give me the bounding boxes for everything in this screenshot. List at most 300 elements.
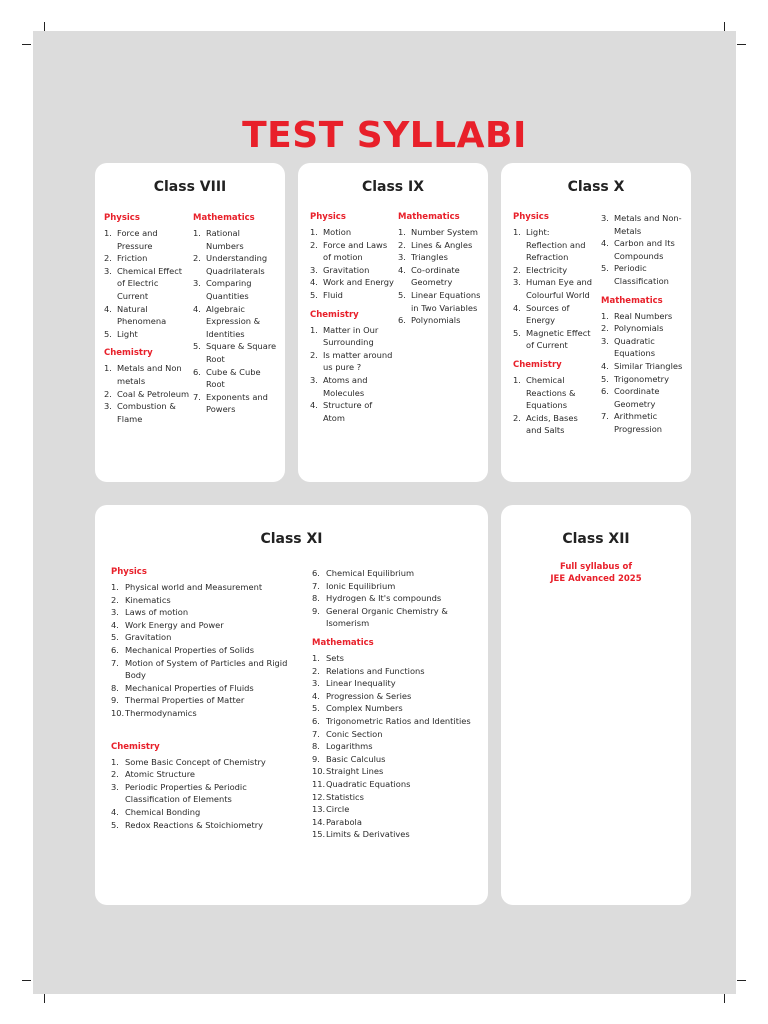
class-8-chemistry-heading: Chemistry bbox=[104, 348, 153, 359]
list-item-text: Coordinate Geometry bbox=[614, 386, 660, 409]
list-item-number: 5. bbox=[111, 632, 119, 643]
list-item-number: 6. bbox=[111, 644, 119, 655]
list-item-text: Force and Laws of motion bbox=[323, 239, 388, 263]
list-item-number: 2. bbox=[193, 253, 201, 264]
list-item bbox=[193, 340, 279, 365]
list-item bbox=[104, 265, 190, 303]
list-item-number: 3. bbox=[513, 277, 521, 288]
list-item bbox=[601, 360, 687, 373]
list-item-text: Algebraic Expression & Identities bbox=[206, 303, 261, 339]
list-item-number: 3. bbox=[601, 335, 609, 346]
list-item-text: Ionic Equilibrium bbox=[326, 580, 396, 591]
list-item bbox=[310, 399, 394, 424]
list-item bbox=[310, 289, 394, 302]
list-item bbox=[310, 276, 394, 289]
list-item bbox=[310, 264, 394, 277]
list-item-text: Metals and Non-Metals bbox=[614, 213, 682, 236]
list-item-text: Co-ordinate Geometry bbox=[411, 264, 460, 288]
list-item-text: Mechanical Properties of Solids bbox=[125, 644, 255, 655]
list-item bbox=[310, 226, 394, 239]
list-item bbox=[312, 605, 484, 630]
class-10-title: Class X bbox=[567, 179, 625, 195]
list-item bbox=[513, 412, 593, 437]
list-item-text: Chemical Reactions & Equations bbox=[526, 374, 576, 411]
list-item-number: 4. bbox=[104, 303, 112, 314]
list-item-text: Straight Lines bbox=[326, 766, 384, 777]
list-item bbox=[312, 828, 484, 841]
list-item-number: 1. bbox=[513, 227, 521, 237]
crop-mark bbox=[737, 980, 746, 981]
list-item-text: Work Energy and Power bbox=[125, 619, 224, 630]
list-item-text: Trigonometry bbox=[614, 373, 670, 384]
list-item bbox=[398, 314, 484, 327]
list-item-number: 3. bbox=[111, 607, 119, 618]
list-item-number: 10. bbox=[111, 707, 125, 718]
list-item-number: 1. bbox=[310, 227, 318, 237]
list-item bbox=[601, 262, 687, 287]
list-item-text: Square & Square Root bbox=[206, 341, 277, 364]
list-item-text: Magnetic Effect of Current bbox=[526, 327, 591, 351]
class-10-card bbox=[501, 163, 691, 482]
list-item-text: Logarithms bbox=[326, 741, 373, 752]
list-item-text: Parabola bbox=[326, 816, 362, 827]
list-item-text: Redox Reactions & Stoichiometry bbox=[125, 819, 264, 830]
list-item bbox=[312, 715, 484, 728]
list-item bbox=[601, 237, 687, 262]
class-11-left-column bbox=[111, 567, 291, 839]
list-item-text: Periodic Properties & Periodic Classification of Elements bbox=[125, 781, 247, 805]
list-item bbox=[398, 226, 484, 239]
class-8-mathematics-heading: Mathematics bbox=[193, 213, 255, 223]
list-item-text: Light bbox=[117, 328, 138, 339]
list-item bbox=[111, 657, 291, 682]
list-item-number: 2. bbox=[310, 349, 318, 360]
class-10-chemistry-heading: Chemistry bbox=[513, 359, 562, 370]
list-item-text: Chemical Bonding bbox=[125, 806, 201, 817]
class-12-note-line-1: Full syllabus of bbox=[559, 562, 633, 572]
list-item-number: 2. bbox=[104, 388, 112, 399]
list-item-number: 1. bbox=[193, 228, 201, 238]
class-9-right-column bbox=[398, 212, 484, 335]
list-item bbox=[111, 619, 291, 632]
list-item bbox=[310, 239, 394, 264]
list-item-number: 9. bbox=[111, 695, 119, 706]
crop-mark bbox=[724, 994, 725, 1003]
list-item-number: 5. bbox=[601, 263, 609, 274]
list-item-number: 2. bbox=[601, 323, 609, 334]
class-9-physics-list bbox=[310, 226, 394, 302]
list-item-number: 2. bbox=[310, 239, 318, 250]
class-11-title: Class XI bbox=[260, 531, 323, 547]
list-item-text: Circle bbox=[326, 804, 350, 815]
list-item-text: Real Numbers bbox=[614, 310, 673, 321]
class-8-left-column bbox=[104, 213, 190, 433]
list-item-number: 7. bbox=[312, 728, 320, 739]
list-item bbox=[513, 327, 593, 352]
list-item-text: Exponents and Powers bbox=[206, 391, 268, 415]
list-item bbox=[111, 594, 291, 607]
class-12-note-line-2: JEE Advanced 2025 bbox=[550, 574, 642, 584]
list-item-number: 3. bbox=[111, 781, 119, 792]
class-10-physics-heading: Physics bbox=[513, 212, 549, 222]
list-item-text: Sets bbox=[326, 652, 344, 663]
list-item-number: 5. bbox=[513, 327, 521, 338]
list-item bbox=[111, 631, 291, 644]
class-12-title: Class XII bbox=[562, 531, 630, 547]
class-10-mathematics-list bbox=[601, 310, 687, 436]
list-item-number: 4. bbox=[601, 238, 609, 249]
list-item bbox=[312, 592, 484, 605]
list-item-number: 11. bbox=[312, 778, 326, 789]
list-item-text: Combustion & Flame bbox=[117, 401, 176, 424]
list-item bbox=[111, 819, 291, 832]
list-item bbox=[111, 707, 291, 720]
list-item bbox=[193, 227, 279, 252]
list-item bbox=[104, 362, 190, 387]
list-item-number: 3. bbox=[310, 374, 318, 385]
list-item-number: 4. bbox=[398, 264, 406, 275]
class-9-card bbox=[298, 163, 488, 482]
list-item-number: 8. bbox=[312, 593, 320, 604]
list-item-text: Motion of System of Particles and Rigid Body bbox=[125, 657, 288, 681]
list-item bbox=[310, 324, 394, 349]
list-item-number: 6. bbox=[193, 366, 201, 377]
class-9-title: Class IX bbox=[361, 179, 425, 195]
list-item-number: 6. bbox=[398, 315, 406, 326]
class-10-left-column bbox=[513, 212, 593, 445]
list-item bbox=[104, 400, 190, 425]
class-11-physics-heading: Physics bbox=[111, 567, 147, 577]
list-item bbox=[601, 212, 687, 237]
list-item bbox=[104, 303, 190, 328]
class-8-physics-list bbox=[104, 227, 190, 340]
list-item-number: 1. bbox=[111, 756, 119, 767]
crop-mark bbox=[724, 22, 725, 31]
list-item-number: 1. bbox=[601, 310, 609, 321]
list-item-text: Gravitation bbox=[125, 632, 172, 643]
list-item bbox=[312, 702, 484, 715]
list-item bbox=[312, 791, 484, 804]
list-item-text: Laws of motion bbox=[125, 607, 189, 618]
list-item bbox=[111, 581, 291, 594]
list-item-text: Friction bbox=[117, 253, 148, 264]
list-item-number: 5. bbox=[312, 703, 320, 714]
list-item bbox=[193, 277, 279, 302]
crop-mark bbox=[22, 980, 31, 981]
list-item-text: Some Basic Concept of Chemistry bbox=[125, 756, 266, 767]
list-item-number: 5. bbox=[104, 328, 112, 339]
class-10-right-column bbox=[601, 212, 687, 444]
list-item-text: Matter in Our Surrounding bbox=[323, 324, 379, 348]
list-item-number: 5. bbox=[398, 289, 406, 300]
list-item bbox=[601, 322, 687, 335]
list-item-text: Chemical Effect of Electric Current bbox=[117, 265, 183, 301]
list-item-text: Fluid bbox=[323, 289, 343, 300]
list-item-number: 3. bbox=[312, 678, 320, 689]
crop-mark bbox=[44, 994, 45, 1003]
list-item-text: Sources of Energy bbox=[526, 302, 570, 326]
list-item bbox=[312, 778, 484, 791]
list-item-text: Natural Phenomena bbox=[117, 303, 167, 327]
list-item bbox=[312, 753, 484, 766]
list-item-text: Linear Inequality bbox=[326, 678, 396, 689]
list-item bbox=[601, 335, 687, 360]
list-item-number: 6. bbox=[312, 568, 320, 578]
list-item-number: 4. bbox=[310, 400, 318, 411]
list-item-text: Atoms and Molecules bbox=[323, 374, 368, 398]
list-item-text: Conic Section bbox=[326, 728, 383, 739]
class-11-chemistry-list bbox=[111, 756, 291, 832]
list-item bbox=[104, 252, 190, 265]
list-item-number: 1. bbox=[312, 652, 320, 663]
class-11-mathematics-list bbox=[312, 652, 484, 841]
list-item bbox=[111, 682, 291, 695]
list-item-number: 7. bbox=[601, 411, 609, 422]
list-item-text: Carbon and Its Compounds bbox=[614, 238, 675, 261]
list-item bbox=[111, 694, 291, 707]
class-11-chemistry-heading: Chemistry bbox=[111, 741, 160, 752]
list-item-text: Linear Equations in Two Variables bbox=[411, 289, 481, 313]
list-item bbox=[312, 652, 484, 665]
list-item-text: Is matter around us pure ? bbox=[323, 349, 393, 373]
syllabus-sheet bbox=[33, 31, 736, 994]
list-item-number: 4. bbox=[111, 619, 119, 630]
class-11-card bbox=[95, 505, 488, 905]
list-item bbox=[601, 310, 687, 323]
list-item-text: Atomic Structure bbox=[125, 769, 196, 780]
class-11-right-column bbox=[312, 567, 484, 849]
list-item-number: 6. bbox=[312, 715, 320, 726]
list-item-text: Complex Numbers bbox=[326, 703, 403, 714]
list-item-number: 2. bbox=[513, 412, 521, 423]
list-item-number: 14. bbox=[312, 816, 326, 827]
list-item-text: Quadratic Equations bbox=[326, 778, 411, 789]
class-10-chemistry-list bbox=[513, 374, 593, 437]
list-item bbox=[104, 388, 190, 401]
list-item bbox=[104, 227, 190, 252]
list-item-text: Polynomials bbox=[614, 323, 664, 334]
list-item-number: 1. bbox=[398, 227, 406, 237]
list-item bbox=[513, 374, 593, 412]
list-item bbox=[312, 567, 484, 580]
list-item-number: 2. bbox=[398, 239, 406, 250]
list-item-text: Light: Reflection and Refraction bbox=[526, 227, 586, 263]
crop-mark bbox=[44, 22, 45, 31]
list-item bbox=[513, 264, 593, 277]
list-item-text: Progression & Series bbox=[326, 690, 412, 701]
list-item-text: Arithmetic Progression bbox=[614, 411, 663, 434]
list-item-number: 4. bbox=[310, 277, 318, 288]
class-9-physics-heading: Physics bbox=[310, 212, 346, 222]
list-item-number: 2. bbox=[111, 769, 119, 780]
list-item-number: 7. bbox=[193, 391, 201, 402]
list-item-text: Work and Energy bbox=[323, 277, 394, 288]
class-10-mathematics-heading: Mathematics bbox=[601, 295, 663, 306]
list-item bbox=[111, 806, 291, 819]
list-item-text: Quadratic Equations bbox=[614, 335, 656, 359]
list-item-number: 2. bbox=[104, 253, 112, 264]
list-item bbox=[193, 391, 279, 416]
list-item-text: Thermal Properties of Matter bbox=[125, 695, 245, 706]
list-item-number: 12. bbox=[312, 791, 326, 802]
list-item-text: Periodic Classification bbox=[614, 263, 669, 286]
list-item-number: 9. bbox=[312, 605, 320, 616]
list-item bbox=[312, 765, 484, 778]
list-item-text: Chemical Equilibrium bbox=[326, 568, 415, 578]
class-8-chemistry-list bbox=[104, 362, 190, 425]
list-item bbox=[111, 644, 291, 657]
class-8-physics-heading: Physics bbox=[104, 213, 140, 223]
list-item bbox=[601, 410, 687, 435]
list-item-number: 1. bbox=[111, 582, 119, 592]
list-item-number: 1. bbox=[104, 363, 112, 374]
list-item-number: 2. bbox=[111, 594, 119, 605]
list-item-number: 3. bbox=[104, 265, 112, 276]
list-item-text: Basic Calculus bbox=[326, 753, 386, 764]
list-item bbox=[513, 226, 593, 264]
list-item-text: Number System bbox=[411, 227, 478, 237]
crop-mark bbox=[22, 44, 31, 45]
list-item bbox=[310, 349, 394, 374]
list-item-text: Understanding Quadrilaterals bbox=[206, 253, 268, 276]
list-item bbox=[312, 677, 484, 690]
list-item-number: 7. bbox=[312, 580, 320, 591]
list-item-number: 10. bbox=[312, 766, 326, 777]
list-item bbox=[312, 580, 484, 593]
class-9-left-column bbox=[310, 212, 394, 432]
list-item-text: Gravitation bbox=[323, 264, 370, 275]
list-item bbox=[398, 264, 484, 289]
list-item-text: Kinematics bbox=[125, 594, 171, 605]
list-item-text: Force and Pressure bbox=[117, 228, 158, 251]
class-8-mathematics-list bbox=[193, 227, 279, 416]
list-item-number: 3. bbox=[398, 252, 406, 263]
class-8-right-column bbox=[193, 213, 279, 424]
list-item bbox=[312, 803, 484, 816]
list-item bbox=[111, 781, 291, 806]
list-item-text: Comparing Quantities bbox=[206, 278, 252, 301]
list-item bbox=[111, 756, 291, 769]
list-item-number: 3. bbox=[310, 264, 318, 275]
class-11-physics-list bbox=[111, 581, 291, 720]
list-item bbox=[601, 373, 687, 386]
list-item bbox=[312, 816, 484, 829]
list-item-text: Trigonometric Ratios and Identities bbox=[326, 715, 471, 726]
list-item-text: Thermodynamics bbox=[125, 707, 197, 718]
class-12-card bbox=[501, 505, 691, 905]
list-item-number: 2. bbox=[513, 264, 521, 275]
list-item bbox=[193, 303, 279, 341]
list-item bbox=[193, 366, 279, 391]
list-item bbox=[398, 289, 484, 314]
list-item-number: 1. bbox=[310, 324, 318, 335]
class-9-mathematics-list bbox=[398, 226, 484, 327]
list-item bbox=[513, 276, 593, 301]
list-item-text: General Organic Chemistry & Isomerism bbox=[326, 605, 448, 629]
list-item bbox=[398, 251, 484, 264]
list-item-number: 6. bbox=[601, 386, 609, 397]
list-item-number: 4. bbox=[111, 806, 119, 817]
list-item bbox=[111, 768, 291, 781]
list-item-number: 15. bbox=[312, 829, 326, 840]
crop-mark bbox=[737, 44, 746, 45]
list-item-number: 3. bbox=[601, 213, 609, 223]
list-item-number: 4. bbox=[601, 360, 609, 371]
class-11-mathematics-heading: Mathematics bbox=[312, 637, 374, 648]
list-item-number: 9. bbox=[312, 753, 320, 764]
list-item-text: Lines & Angles bbox=[411, 239, 473, 250]
list-item-text: Similar Triangles bbox=[614, 360, 683, 371]
list-item-text: Coal & Petroleum bbox=[117, 388, 190, 399]
class-12-note bbox=[501, 561, 691, 585]
list-item bbox=[398, 239, 484, 252]
list-item bbox=[104, 328, 190, 341]
list-item-number: 4. bbox=[193, 303, 201, 314]
list-item-text: Mechanical Properties of Fluids bbox=[125, 682, 254, 693]
page-title: TEST SYLLABI bbox=[242, 115, 527, 156]
list-item-number: 1. bbox=[104, 228, 112, 238]
list-item-number: 2. bbox=[312, 665, 320, 676]
list-item-number: 5. bbox=[193, 341, 201, 352]
list-item-number: 3. bbox=[193, 278, 201, 289]
list-item-text: Physical world and Measurement bbox=[125, 582, 263, 592]
list-item-text: Structure of Atom bbox=[323, 400, 373, 423]
class-9-chemistry-list bbox=[310, 324, 394, 425]
list-item-number: 3. bbox=[104, 401, 112, 412]
class-8-title: Class VIII bbox=[153, 179, 227, 195]
list-item bbox=[193, 252, 279, 277]
class-10-physics-list bbox=[513, 226, 593, 352]
list-item-text: Relations and Functions bbox=[326, 665, 425, 676]
list-item bbox=[312, 665, 484, 678]
list-item-number: 4. bbox=[312, 690, 320, 701]
list-item-number: 4. bbox=[513, 302, 521, 313]
list-item-text: Motion bbox=[323, 227, 352, 237]
list-item bbox=[312, 690, 484, 703]
list-item-number: 13. bbox=[312, 804, 326, 815]
list-item bbox=[601, 385, 687, 410]
class-10-chemistry-list-continued bbox=[601, 212, 687, 288]
list-item-text: Cube & Cube Root bbox=[206, 366, 261, 390]
list-item-text: Polynomials bbox=[411, 315, 461, 326]
class-11-chemistry-list-continued bbox=[312, 567, 484, 630]
list-item bbox=[310, 374, 394, 399]
list-item bbox=[111, 606, 291, 619]
list-item bbox=[312, 740, 484, 753]
list-item-text: Acids, Bases and Salts bbox=[526, 412, 578, 436]
list-item-number: 8. bbox=[312, 741, 320, 752]
list-item-text: Rational Numbers bbox=[206, 228, 244, 251]
list-item-number: 5. bbox=[111, 819, 119, 830]
list-item bbox=[312, 728, 484, 741]
list-item-text: Human Eye and Colourful World bbox=[526, 277, 593, 300]
list-item-text: Statistics bbox=[326, 791, 364, 802]
list-item bbox=[513, 302, 593, 327]
list-item-number: 1. bbox=[513, 374, 521, 385]
class-9-mathematics-heading: Mathematics bbox=[398, 212, 460, 222]
list-item-number: 5. bbox=[310, 289, 318, 300]
list-item-text: Electricity bbox=[526, 264, 568, 275]
list-item-number: 5. bbox=[601, 373, 609, 384]
list-item-text: Limits & Derivatives bbox=[326, 829, 410, 840]
list-item-text: Hydrogen & It's compounds bbox=[326, 593, 442, 604]
list-item-number: 8. bbox=[111, 682, 119, 693]
list-item-number: 7. bbox=[111, 657, 119, 668]
class-9-chemistry-heading: Chemistry bbox=[310, 309, 359, 320]
list-item-text: Triangles bbox=[411, 252, 448, 263]
list-item-text: Metals and Non metals bbox=[117, 363, 182, 386]
class-8-card bbox=[95, 163, 285, 482]
